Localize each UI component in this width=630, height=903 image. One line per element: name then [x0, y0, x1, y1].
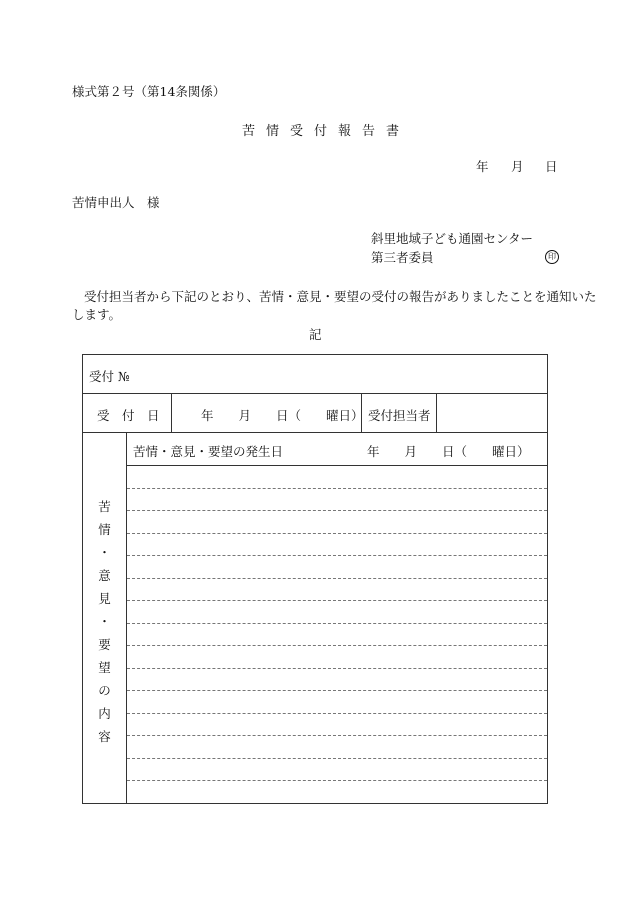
reception-no-row: [83, 355, 547, 394]
occurrence-row: [127, 433, 547, 466]
writing-line: [127, 578, 547, 579]
writing-line: [127, 623, 547, 624]
writing-line: [127, 758, 547, 759]
sender-role: 第三者委員: [371, 250, 434, 265]
document-title: 苦情受付報告書: [242, 124, 411, 139]
reception-no-label: 受付 №: [89, 369, 130, 384]
writing-line: [127, 713, 547, 714]
side-char: 要: [98, 637, 111, 652]
side-char: 苦: [98, 499, 111, 514]
writing-line: [127, 690, 547, 691]
side-char: 望: [98, 660, 111, 675]
side-char: ・: [98, 614, 111, 629]
ki-label: 記: [309, 327, 322, 342]
reception-date-row: [83, 394, 547, 433]
side-char: 容: [98, 729, 111, 744]
recipient: 苦情申出人 様: [72, 195, 160, 210]
writing-line: [127, 600, 547, 601]
reception-date-value[interactable]: 年 月 日（ 曜日）: [201, 408, 364, 423]
form-id: 様式第２号（第14条関係）: [72, 84, 226, 99]
reception-staff-field[interactable]: [439, 394, 545, 432]
side-char: の: [98, 683, 111, 698]
writing-line: [127, 488, 547, 489]
complaint-form-table: [82, 354, 548, 804]
reception-date-label: 受 付 日: [97, 408, 160, 423]
occurrence-label: 苦情・意見・要望の発生日: [133, 444, 284, 459]
sender-org: 斜里地域子ども通園センター: [371, 231, 534, 246]
writing-line: [127, 668, 547, 669]
seal-icon: 印: [545, 250, 559, 264]
writing-line: [127, 510, 547, 511]
date-month: 月: [511, 159, 524, 174]
writing-line: [127, 555, 547, 556]
body-text-line1: 受付担当者から下記のとおり、苦情・意見・要望の受付の報告がありましたことを通知いた: [84, 289, 597, 304]
side-char: 見: [98, 591, 111, 606]
writing-line: [127, 645, 547, 646]
content-side-label: [83, 495, 126, 748]
writing-line: [127, 780, 547, 781]
side-char: ・: [98, 545, 111, 560]
reception-staff-label: 受付担当者: [368, 408, 431, 423]
writing-line: [127, 533, 547, 534]
date-year: 年: [476, 159, 489, 174]
occurrence-value[interactable]: 年 月 日（ 曜日）: [367, 444, 530, 459]
side-char: 情: [98, 522, 111, 537]
body-text-line2: します。: [72, 307, 122, 322]
date-day: 日: [545, 159, 558, 174]
side-char: 意: [98, 568, 111, 583]
side-char: 内: [98, 706, 111, 721]
writing-line: [127, 735, 547, 736]
